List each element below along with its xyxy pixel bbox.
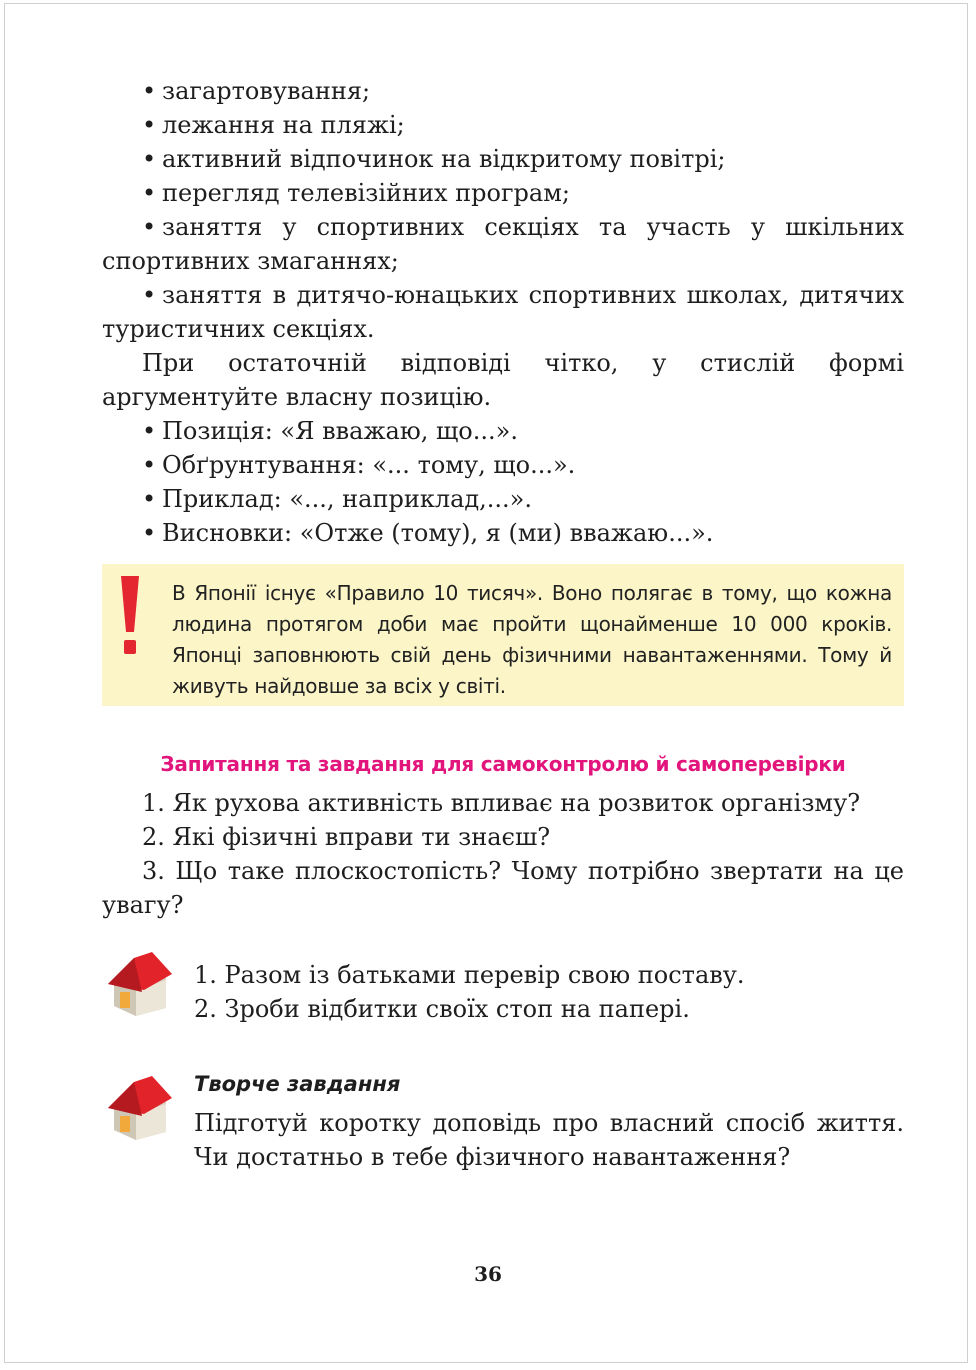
argument-list [102,414,904,550]
list-item: • лежання на пляжі; [102,108,904,142]
questions-list [102,786,904,922]
list-item: • заняття у спортивних секціях та участь у шкільних спортивних змаганнях; [102,213,904,275]
fact-text: В Японії існує «Правило 10 тисяч». Воно полягає в тому, що кожна людина протягом доби має пройти щонайменше 10 000 кроків. Японці заповнюють свій день фізичними навантаженнями. Тому й живуть найдовше за всіх у світі. [172,581,892,698]
page-number: 36 [474,1262,502,1286]
list-item: • активний відпочинок на відкритому повітрі; [102,142,904,176]
activities-list [102,74,904,346]
question-item: 3. Що таке плоскостопість? Чому потрібно звертати на це увагу? [102,857,904,919]
list-item: • Висновки: «Отже (тому), я (ми) вважаю...». [102,516,904,550]
question-item: 2. Які фізичні вправи ти знаєш? [142,823,551,851]
question-item: 1. Як рухова активність впливає на розвиток організму? [142,789,861,817]
list-item: • заняття в дитячо-юнацьких спортивних школах, дитячих туристичних секціях. [102,281,904,343]
house-icon [104,1076,174,1142]
creative-task-text: Підготуй коротку доповідь про власний спосіб життя. Чи достатньо в тебе фізичного навантаження? [194,1109,904,1171]
instruction-paragraph: При остаточній відповіді чітко, у стислій формі аргументуйте власну позицію. [102,349,904,411]
list-item: • Обґрунтування: «... тому, що...». [102,448,904,482]
house-icon [104,952,174,1018]
fact-box [102,564,904,706]
exclamation-icon [118,574,142,660]
section-title: Запитання та завдання для самоконтролю й самоперевірки [160,752,846,776]
list-item: • загартовування; [102,74,904,108]
home-task-item: 1. Разом із батьками перевір свою поставу. [194,961,745,989]
list-item: • Позиція: «Я вважаю, що...». [102,414,904,448]
home-task-item: 2. Зроби відбитки своїх стоп на папері. [194,995,690,1023]
list-item: • Приклад: «..., наприклад,...». [102,482,904,516]
list-item: • перегляд телевізійних програм; [102,176,904,210]
creative-task-title: Творче завдання [194,1072,401,1096]
home-tasks-list [194,958,894,1026]
